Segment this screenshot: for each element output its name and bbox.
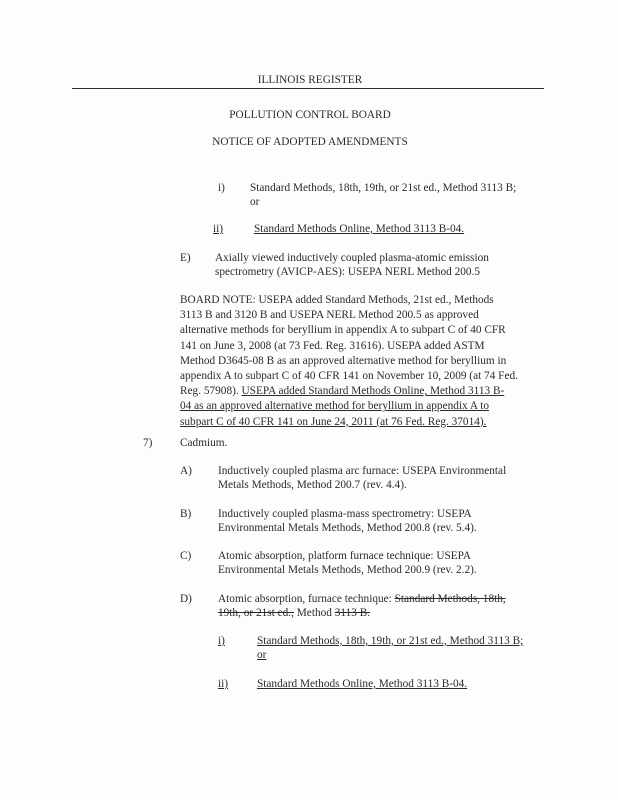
item-D-kept-text: Atomic absorption, furnace technique: bbox=[218, 593, 392, 605]
item-E-line1: Axially viewed inductively coupled plasma-atomic emission bbox=[215, 252, 489, 264]
sub-i-line2: or bbox=[257, 649, 267, 661]
sub-ii-number: ii) bbox=[218, 678, 229, 690]
board-note-line: 3113 B and 3120 B and USEPA NERL Method 200.5 as approved bbox=[180, 309, 479, 322]
item-i-line1: Standard Methods, 18th, 19th, or 21st ed., Method 3113 B; bbox=[250, 182, 517, 194]
item-C-letter: C) bbox=[180, 550, 192, 562]
item-A-letter: A) bbox=[180, 465, 192, 477]
item-D-struck-text: 3113 B. bbox=[334, 607, 371, 619]
item-A-line2: Metals Methods, Method 200.7 (rev. 4.4). bbox=[218, 479, 407, 491]
notice-title: NOTICE OF ADOPTED AMENDMENTS bbox=[212, 136, 408, 148]
board-note-line: Method D3645-08 B as an approved alternative method for beryllium in bbox=[180, 354, 507, 367]
board-note-line: BOARD NOTE: USEPA added Standard Methods, 21st ed., Methods bbox=[180, 294, 494, 306]
register-title: ILLINOIS REGISTER bbox=[257, 74, 363, 86]
board-note-addition-line: 04 as an approved alternative method for beryllium in appendix A to bbox=[180, 400, 490, 413]
board-note-addition-line: subpart C of 40 CFR 141 on June 24, 2011 (at 76 Fed. Reg. 37014). bbox=[180, 415, 487, 428]
agency-title: POLLUTION CONTROL BOARD bbox=[229, 109, 391, 121]
sub-i-line1: Standard Methods, 18th, 19th, or 21st ed., Method 3113 B; bbox=[257, 635, 524, 647]
item-B-line2: Environmental Metals Methods, Method 200.8 (rev. 5.4). bbox=[218, 522, 477, 534]
item-i-line2: or bbox=[250, 196, 260, 208]
sub-i-number: i) bbox=[218, 635, 225, 647]
item-A-line1: Inductively coupled plasma arc furnace: USEPA Environmental bbox=[218, 465, 507, 477]
section-7-title: Cadmium. bbox=[180, 437, 228, 449]
item-D-line2 bbox=[218, 605, 370, 622]
item-E-line2: spectrometry (AVICP-AES): USEPA NERL Method 200.5 bbox=[215, 266, 481, 278]
item-B-line1: Inductively coupled plasma-mass spectrometry: USEPA bbox=[218, 508, 472, 520]
item-C-line2: Environmental Metals Methods, Method 200.9 (rev. 2.2). bbox=[218, 564, 477, 576]
sub-ii-text: Standard Methods Online, Method 3113 B-04. bbox=[257, 678, 468, 690]
board-note-addition: USEPA added Standard Methods Online, Method 3113 B- bbox=[241, 385, 505, 398]
item-D-struck-text: 19th, or 21st ed., bbox=[218, 607, 294, 619]
board-note-line-end: Reg. 57908). bbox=[180, 385, 239, 398]
item-D-struck-text: Standard Methods, 18th, bbox=[394, 593, 506, 605]
item-D-kept-text: Method bbox=[296, 607, 332, 619]
item-ii-number: ii) bbox=[213, 223, 224, 235]
item-i-number: i) bbox=[218, 182, 225, 194]
item-D-letter: D) bbox=[180, 593, 192, 605]
section-7-number: 7) bbox=[143, 437, 153, 449]
board-note-line: alternative methods for beryllium in appendix A to subpart C of 40 CFR bbox=[180, 324, 506, 337]
board-note bbox=[180, 293, 518, 430]
item-C-line1: Atomic absorption, platform furnace technique: USEPA bbox=[218, 550, 472, 562]
board-note-line: 141 on June 3, 2008 (at 73 Fed. Reg. 31616). USEPA added ASTM bbox=[180, 339, 485, 352]
board-note-line: appendix A to subpart C of 40 CFR 141 on November 10, 2009 (at 74 Fed. bbox=[180, 370, 518, 383]
item-B-letter: B) bbox=[180, 508, 192, 520]
board-note-line bbox=[180, 384, 518, 399]
item-ii-text: Standard Methods Online, Method 3113 B-04. bbox=[254, 223, 465, 235]
header-rule bbox=[72, 88, 544, 89]
item-E-letter: E) bbox=[180, 252, 191, 264]
